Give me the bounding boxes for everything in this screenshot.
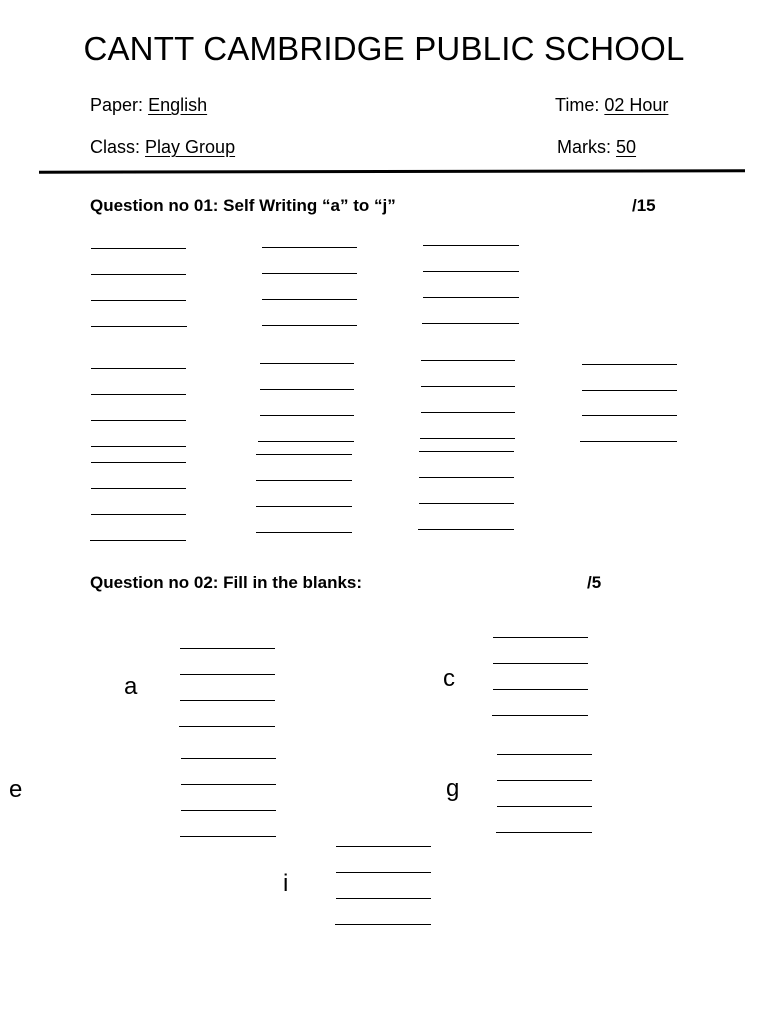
writing-blank-line xyxy=(260,363,354,364)
writing-blank-line xyxy=(423,245,519,246)
writing-blank-line xyxy=(91,248,186,249)
writing-blank-line xyxy=(91,488,186,489)
writing-blank-line xyxy=(260,389,354,390)
time-value: 02 Hour xyxy=(604,95,669,115)
header-divider xyxy=(39,169,745,173)
writing-blank-line xyxy=(91,394,186,395)
writing-blank-line xyxy=(335,924,431,925)
writing-blank-line xyxy=(582,364,677,365)
writing-blank-line xyxy=(419,451,514,452)
paper-info xyxy=(90,95,207,116)
writing-blank-line xyxy=(90,540,186,541)
marks-info xyxy=(557,137,636,158)
letter-a: a xyxy=(124,673,138,700)
writing-blank-line xyxy=(492,715,588,716)
writing-blank-line xyxy=(493,637,588,638)
writing-blank-line xyxy=(580,441,677,442)
writing-blank-line xyxy=(423,297,519,298)
writing-blank-line xyxy=(181,758,276,759)
marks-value: 50 xyxy=(616,137,637,157)
writing-blank-line xyxy=(336,898,431,899)
question-1-marks: /15 xyxy=(632,196,656,215)
letter-c: c xyxy=(443,665,455,692)
writing-blank-line xyxy=(180,648,275,649)
writing-blank-line xyxy=(91,274,186,275)
writing-blank-line xyxy=(91,514,186,515)
writing-blank-line xyxy=(179,726,275,727)
writing-blank-line xyxy=(421,412,515,413)
writing-blank-line xyxy=(180,700,275,701)
writing-blank-line xyxy=(418,529,514,530)
writing-blank-line xyxy=(91,446,186,447)
school-title: CANTT CAMBRIDGE PUBLIC SCHOOL xyxy=(83,30,685,67)
writing-blank-line xyxy=(256,532,352,533)
writing-blank-line xyxy=(262,299,357,300)
class-label: Class: xyxy=(90,137,141,157)
writing-blank-line xyxy=(497,780,592,781)
writing-blank-line xyxy=(496,832,592,833)
class-value: Play Group xyxy=(145,137,236,157)
writing-blank-line xyxy=(582,415,677,416)
writing-blank-line xyxy=(181,784,276,785)
writing-blank-line xyxy=(91,326,187,327)
writing-blank-line xyxy=(582,390,677,391)
marks-label: Marks: xyxy=(557,137,611,157)
paper-value: English xyxy=(148,95,208,115)
writing-blank-line xyxy=(421,386,515,387)
writing-blank-line xyxy=(256,506,352,507)
writing-blank-line xyxy=(262,247,357,248)
writing-blank-line xyxy=(421,360,515,361)
writing-blank-line xyxy=(91,420,186,421)
writing-blank-line xyxy=(181,810,276,811)
question-2-title: Question no 02: Fill in the blanks: xyxy=(90,573,363,592)
writing-blank-line xyxy=(262,325,357,326)
question-2-marks: /5 xyxy=(587,573,602,592)
letter-e: e xyxy=(9,776,23,803)
letter-g: g xyxy=(446,775,460,802)
writing-blank-line xyxy=(493,689,588,690)
writing-blank-line xyxy=(497,806,592,807)
time-label: Time: xyxy=(555,95,600,115)
letter-i: i xyxy=(283,870,289,897)
writing-blank-line xyxy=(423,271,519,272)
class-info xyxy=(90,137,235,158)
writing-blank-line xyxy=(336,872,431,873)
writing-blank-line xyxy=(420,438,515,439)
writing-blank-line xyxy=(180,674,275,675)
question-1-title: Question no 01: Self Writing “a” to “j” xyxy=(90,196,396,215)
writing-blank-line xyxy=(180,836,276,837)
writing-blank-line xyxy=(91,300,186,301)
writing-blank-line xyxy=(260,415,354,416)
writing-blank-line xyxy=(419,477,514,478)
writing-blank-line xyxy=(422,323,519,324)
writing-blank-line xyxy=(256,480,352,481)
writing-blank-line xyxy=(497,754,592,755)
writing-blank-line xyxy=(91,462,186,463)
paper-label: Paper: xyxy=(90,95,144,115)
time-info xyxy=(555,95,668,116)
writing-blank-line xyxy=(493,663,588,664)
writing-blank-line xyxy=(258,441,354,442)
writing-blank-line xyxy=(262,273,357,274)
writing-blank-line xyxy=(336,846,431,847)
writing-blank-line xyxy=(256,454,352,455)
writing-blank-line xyxy=(91,368,186,369)
writing-blank-line xyxy=(419,503,514,504)
